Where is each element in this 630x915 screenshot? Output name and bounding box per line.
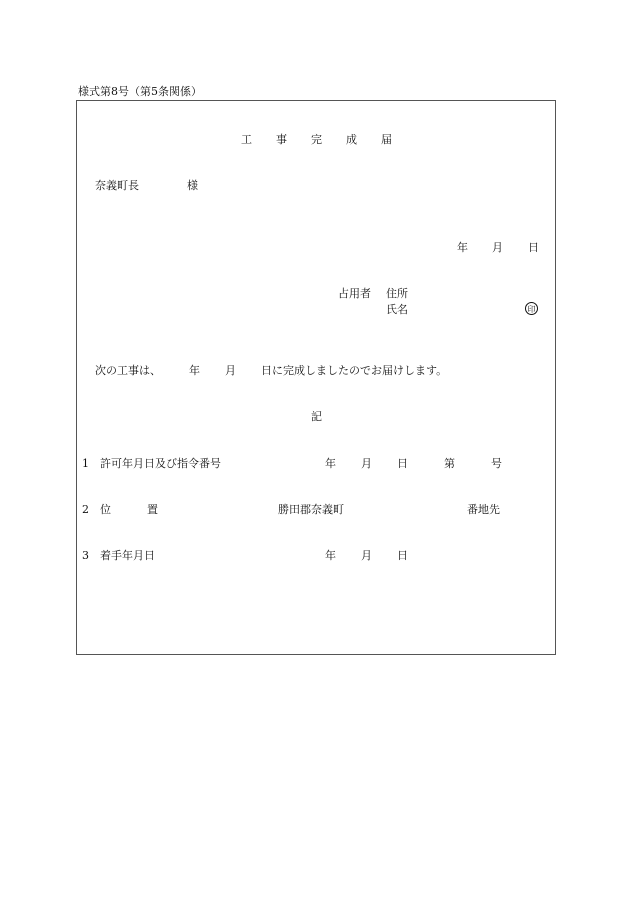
item-number: 3 — [82, 549, 89, 562]
item-go: 号 — [491, 457, 502, 470]
item-label-b: 置 — [147, 503, 158, 516]
item-day: 日 — [397, 457, 408, 470]
title-char: 事 — [276, 133, 287, 146]
addressee-name: 奈義町長 — [95, 179, 139, 192]
title-char: 成 — [346, 133, 357, 146]
item-month: 月 — [361, 457, 372, 470]
item-number: 2 — [82, 503, 89, 516]
item-month: 月 — [361, 549, 372, 562]
body-month: 月 — [225, 364, 236, 377]
item-day: 日 — [397, 549, 408, 562]
name-label: 氏名 — [386, 303, 408, 316]
form-number: 様式第8号（第5条関係） — [78, 85, 202, 98]
item-year: 年 — [325, 457, 336, 470]
item-suffix: 番地先 — [467, 503, 500, 516]
date-month: 月 — [492, 241, 503, 254]
body-year: 年 — [189, 364, 200, 377]
date-day: 日 — [528, 241, 539, 254]
applicant-role: 占用者 — [338, 287, 371, 300]
form-frame — [76, 100, 556, 655]
item-label: 着手年月日 — [100, 549, 155, 562]
address-label: 住所 — [386, 287, 408, 300]
item-number: 1 — [82, 457, 89, 470]
title-char: 完 — [311, 133, 322, 146]
seal-icon: 印 — [525, 302, 538, 315]
item-year: 年 — [325, 549, 336, 562]
title-char: 工 — [241, 133, 252, 146]
ki-heading: 記 — [311, 410, 322, 423]
item-dai: 第 — [444, 457, 455, 470]
body-suffix: 日に完成しましたのでお届けします。 — [261, 364, 448, 377]
item-label-a: 位 — [100, 503, 111, 516]
date-year: 年 — [457, 241, 468, 254]
item-place: 勝田郡奈義町 — [278, 503, 344, 516]
addressee-honorific: 様 — [187, 179, 198, 192]
item-label: 許可年月日及び指令番号 — [100, 457, 221, 470]
body-prefix: 次の工事は、 — [95, 364, 161, 377]
title-char: 届 — [381, 133, 392, 146]
